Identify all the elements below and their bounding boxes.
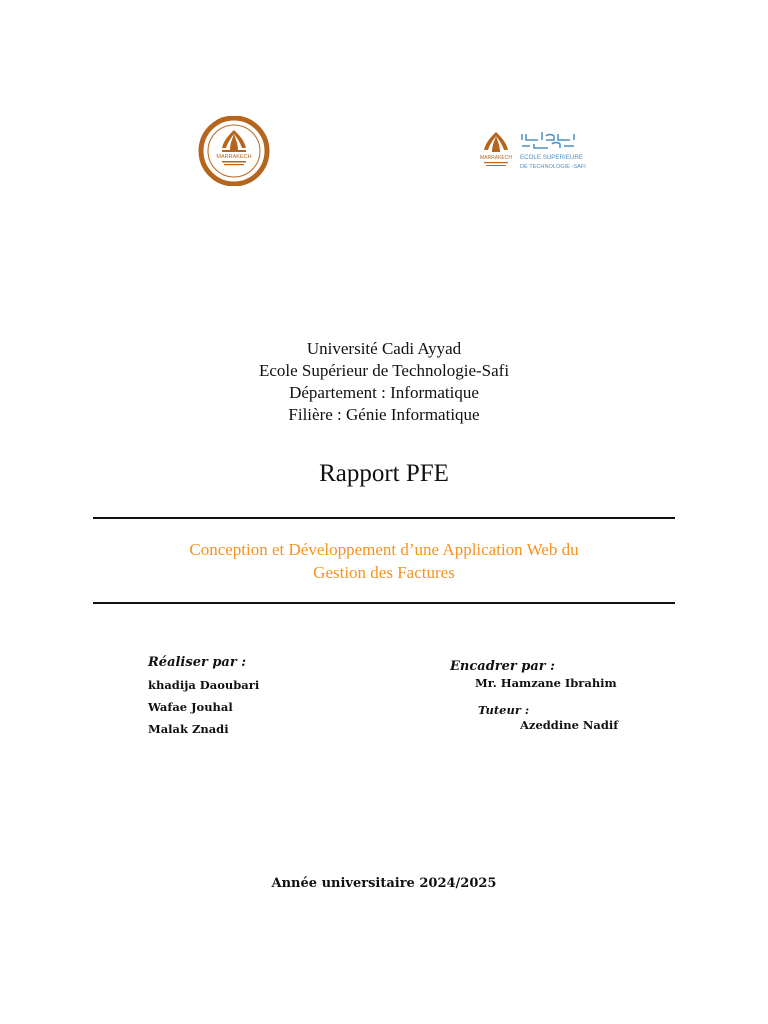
university-name: Université Cadi Ayyad xyxy=(306,339,462,358)
top-divider xyxy=(93,517,675,519)
est-safi-logo xyxy=(478,126,594,176)
academic-year: Année universitaire 2024/2025 xyxy=(271,876,497,891)
author-name: Malak Znadi xyxy=(148,722,229,736)
supervisor-label: Encadrer par : xyxy=(450,659,555,674)
project-title-line2: Gestion des Factures xyxy=(313,563,455,582)
tutor-name: Azeddine Nadif xyxy=(520,718,619,732)
author-name: Wafae Jouhal xyxy=(148,700,233,714)
seal-graphic xyxy=(196,116,272,186)
bottom-divider xyxy=(93,602,675,604)
school-name: Ecole Supérieur de Technologie-Safi xyxy=(258,361,510,380)
program-name: Filière : Génie Informatique xyxy=(288,405,480,424)
report-title: Rapport PFE xyxy=(319,460,449,487)
supervisor-name: Mr. Hamzane Ibrahim xyxy=(475,676,617,690)
author-name: khadija Daoubari xyxy=(148,678,260,692)
authors-label: Réaliser par : xyxy=(148,655,247,670)
project-title-line1: Conception et Développement d’une Application Web du xyxy=(189,540,579,559)
svg-text:DE TECHNOLOGIE -SAFI: DE TECHNOLOGIE -SAFI xyxy=(520,164,586,170)
department-name: Département : Informatique xyxy=(289,383,479,402)
tutor-label: Tuteur : xyxy=(478,703,530,717)
university-seal-logo xyxy=(196,116,272,186)
est-logo-graphic xyxy=(478,126,594,176)
svg-text:MARRAKECH: MARRAKECH xyxy=(216,154,252,160)
svg-text:ECOLE SUPERIEURE: ECOLE SUPERIEURE xyxy=(520,154,583,161)
svg-text:MARRAKECH: MARRAKECH xyxy=(480,155,512,161)
